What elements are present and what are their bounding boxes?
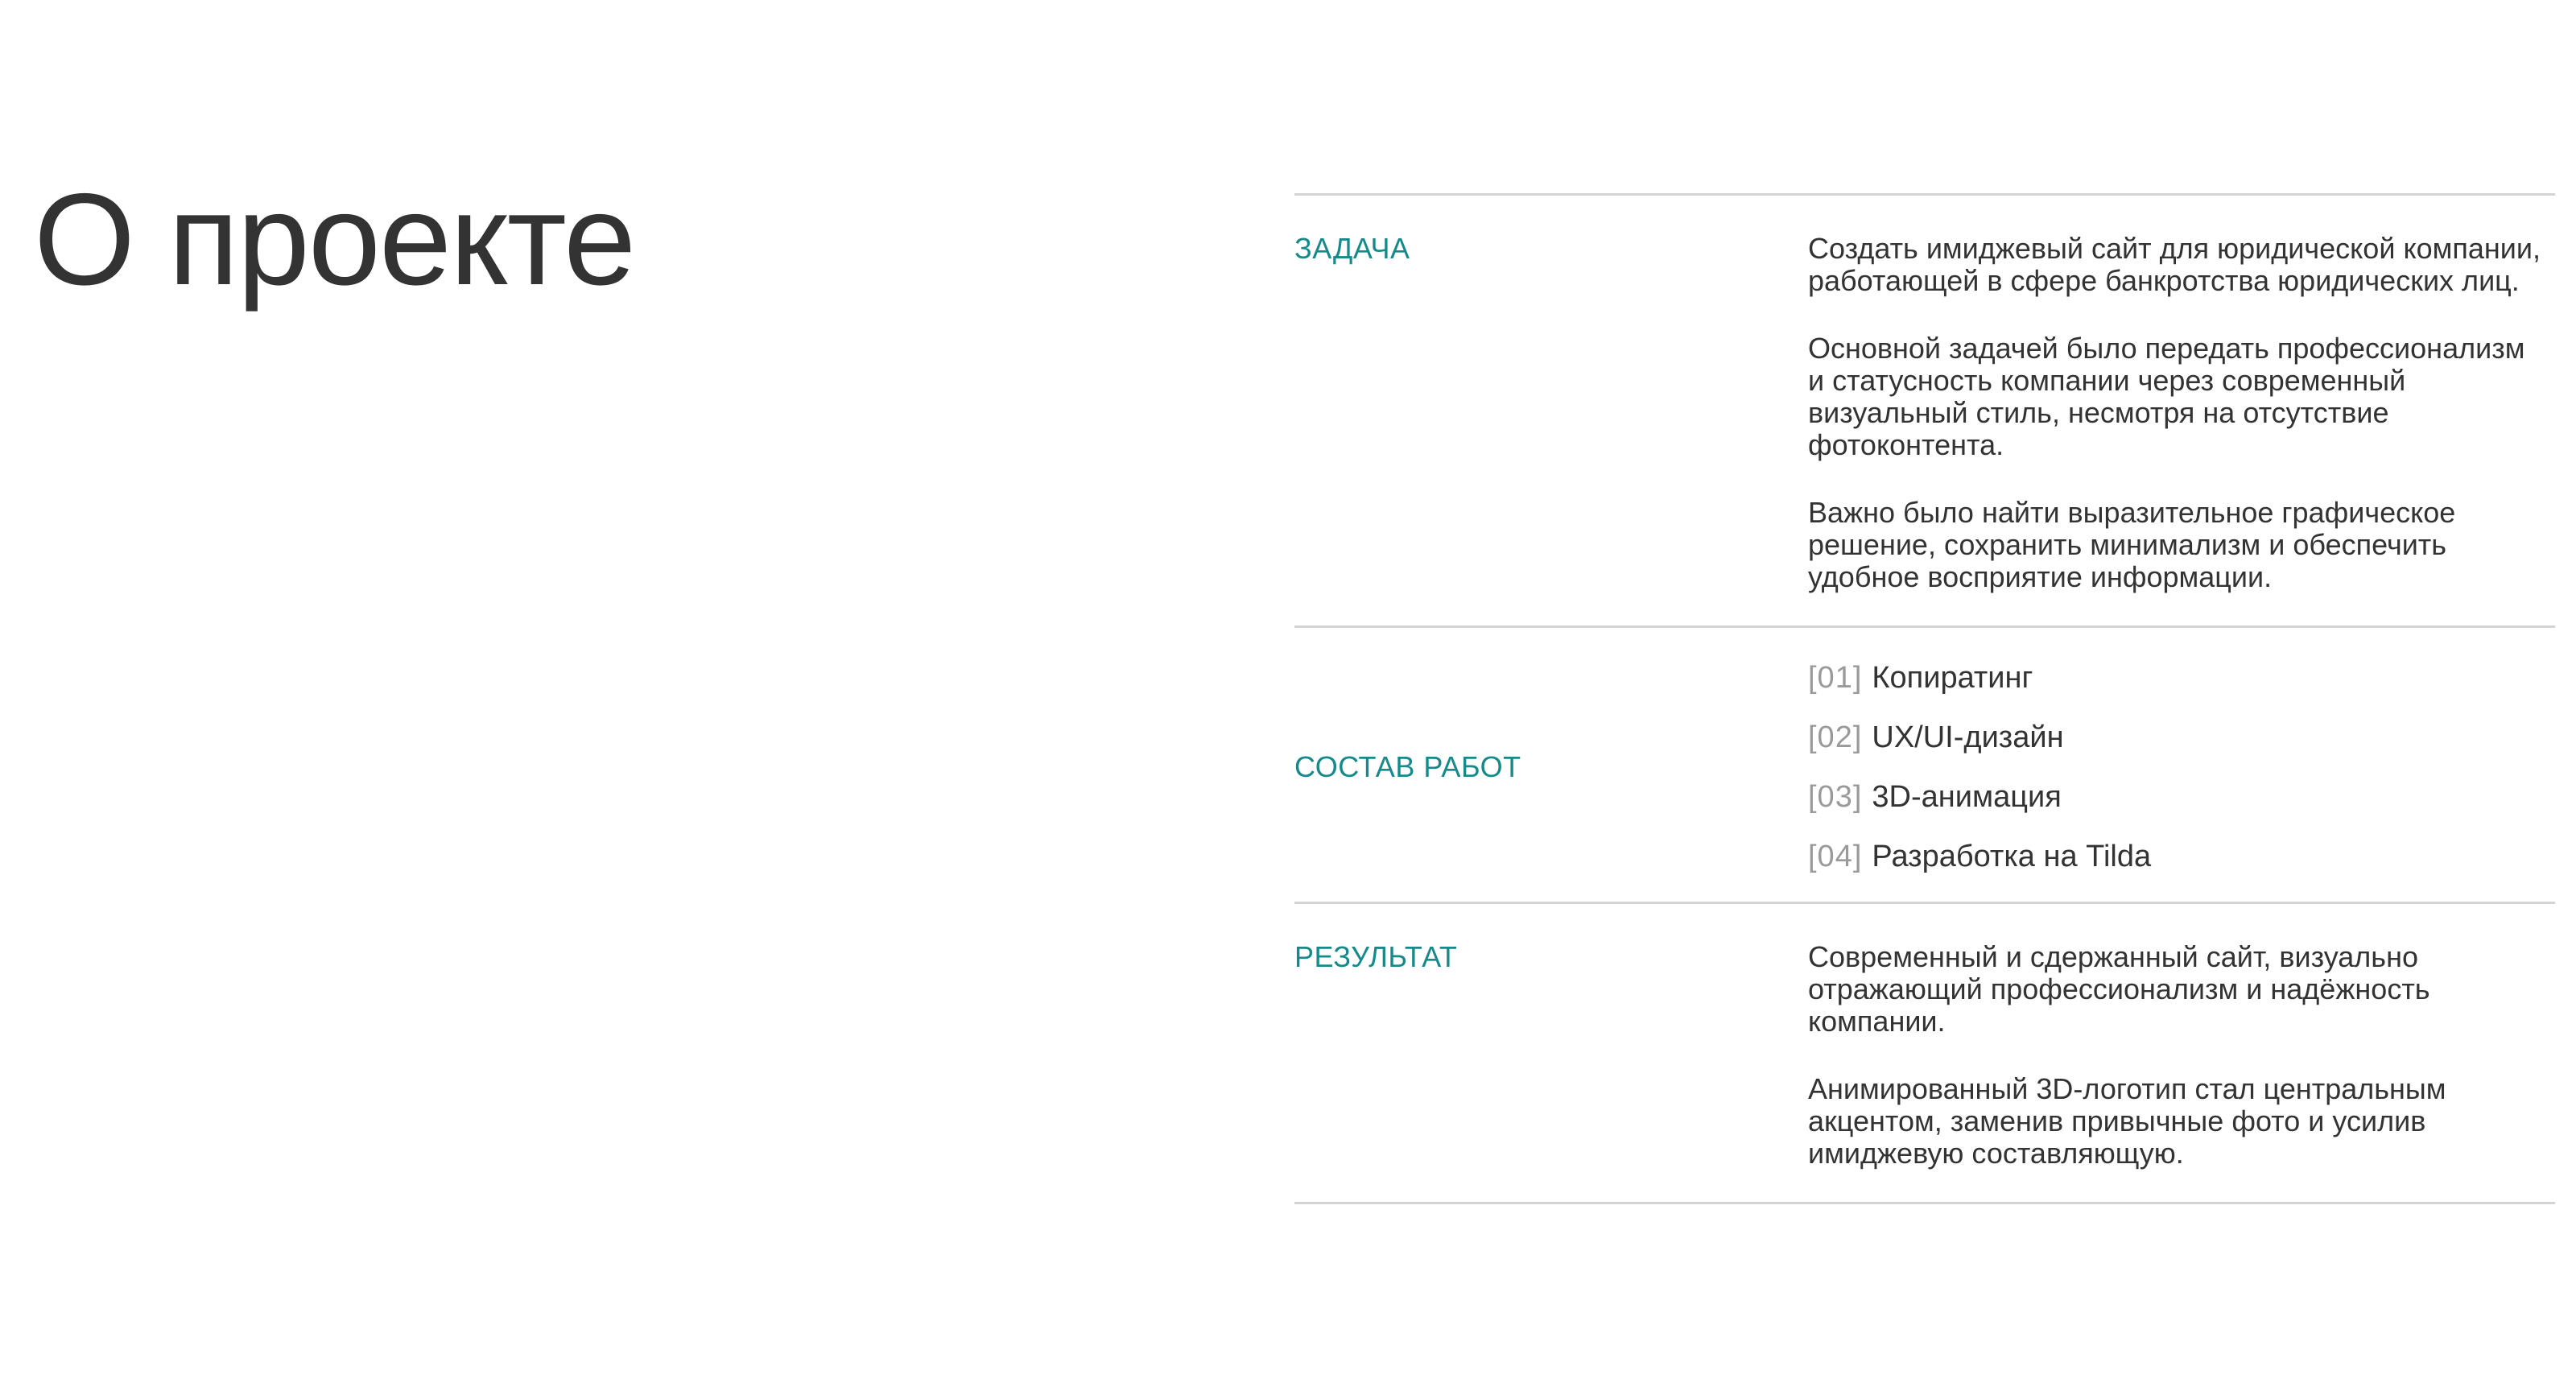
text-line: и статусность компании через современный: [1808, 364, 2406, 397]
text-line: работающей в сфере банкротства юридических лиц.: [1808, 264, 2520, 297]
task-paragraph: [1808, 332, 2555, 461]
text-line: Анимированный 3D-логотип стал центральным: [1808, 1072, 2446, 1105]
text-line: отражающий профессионализм и надёжность: [1808, 972, 2430, 1005]
section-body-works: [1808, 660, 2555, 874]
project-info-table: [1294, 193, 2555, 1204]
section-label-works: СОСТАВ РАБОТ: [1294, 750, 1521, 783]
works-item-number: [04]: [1808, 840, 1863, 873]
text-line: имиджевую составляющую.: [1808, 1137, 2184, 1170]
works-list: [1808, 660, 2555, 874]
works-item-text: Разработка на Tilda: [1872, 840, 2152, 873]
text-line: Создать имиджевый сайт для юридической компании,: [1808, 232, 2541, 265]
section-body-task: [1808, 233, 2555, 593]
result-paragraph: [1808, 1073, 2555, 1170]
text-line: акцентом, заменив привычные фото и усилив: [1808, 1104, 2426, 1137]
text-line: Основной задачей было передать профессионализм: [1808, 332, 2525, 365]
task-paragraph: [1808, 497, 2555, 593]
section-works: [1294, 628, 2555, 902]
text-line: удобное восприятие информации.: [1808, 560, 2273, 593]
text-line: визуальный стиль, несмотря на отсутствие: [1808, 396, 2389, 429]
section-label-result: РЕЗУЛЬТАТ: [1294, 940, 1458, 973]
section-body-result: [1808, 941, 2555, 1170]
works-item-text: UX/UI-дизайн: [1872, 720, 2064, 754]
works-item-text: 3D-анимация: [1872, 780, 2062, 814]
text-line: фотоконтента.: [1808, 428, 2004, 461]
section-label-task: ЗАДАЧА: [1294, 232, 1410, 265]
section-task: [1294, 196, 2555, 625]
works-item: [1808, 779, 2555, 815]
task-paragraph: [1808, 233, 2555, 297]
works-item-number: [02]: [1808, 720, 1863, 754]
works-item-number: [01]: [1808, 661, 1863, 695]
result-paragraph: [1808, 941, 2555, 1038]
section-result: [1294, 904, 2555, 1202]
text-line: Важно было найти выразительное графическое: [1808, 496, 2456, 529]
works-item: [1808, 720, 2555, 755]
divider-bottom: [1294, 1202, 2555, 1204]
works-item: [1808, 660, 2555, 696]
page-title: О проекте: [34, 167, 635, 312]
text-line: решение, сохранить минимализм и обеспечить: [1808, 528, 2447, 561]
works-item: [1808, 839, 2555, 874]
works-item-number: [03]: [1808, 780, 1863, 814]
works-item-text: Копиратинг: [1872, 661, 2033, 695]
text-line: компании.: [1808, 1005, 1946, 1038]
text-line: Современный и сдержанный сайт, визуально: [1808, 940, 2418, 973]
